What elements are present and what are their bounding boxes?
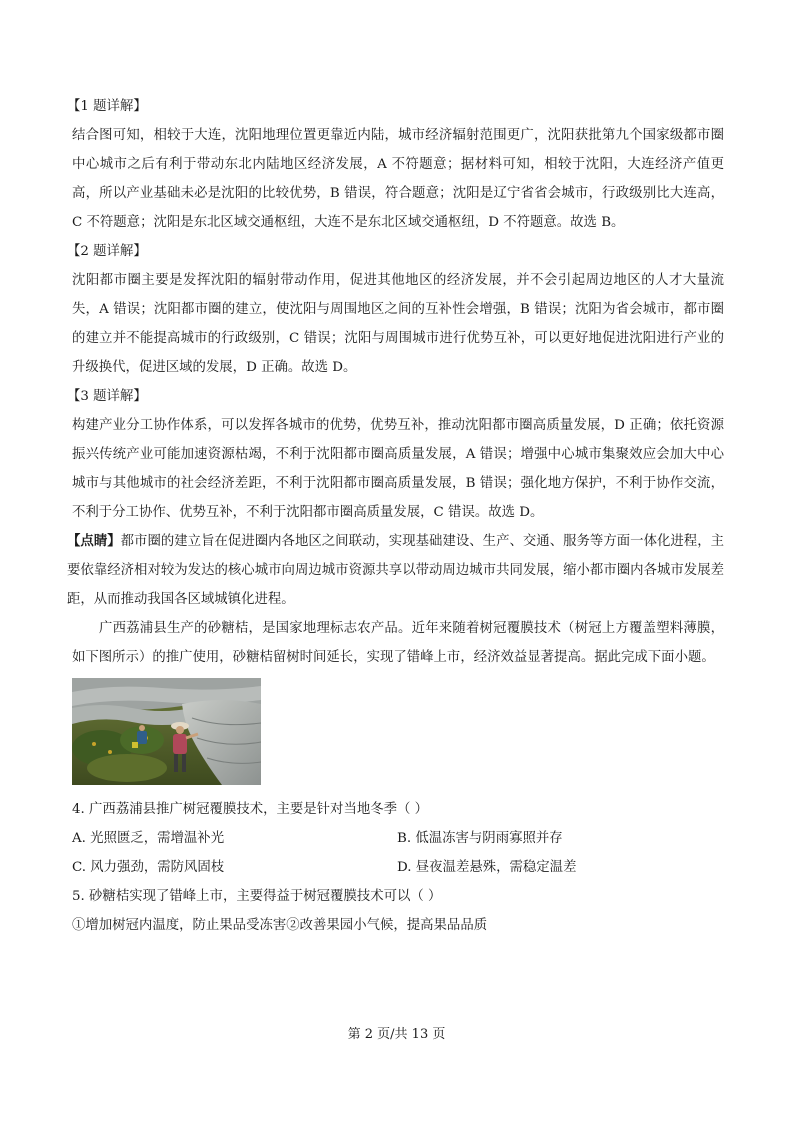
material-intro: 广西荔浦县生产的砂糖桔，是国家地理标志农产品。近年来随着树冠覆膜技术（树冠上方覆盖塑料薄膜，如下图所示）的推广使用，砂糖桔留树时间延长，实现了错峰上市，经济效益显著提高。据此完成下面小题。: [72, 621, 724, 665]
comment-paragraph: [67, 527, 724, 614]
q5-stem: 5. 砂糖桔实现了错峰上市，主要得益于树冠覆膜技术可以（ ）: [72, 889, 442, 904]
q2-heading: 【2 题详解】: [67, 244, 147, 259]
q2-explanation: 沈阳都市圈主要是发挥沈阳的辐射带动作用，促进其他地区的经济发展，并不会引起周边地区的人才大量流失，A 错误；沈阳都市圈的建立，使沈阳与周围地区之间的互补性会增强，B 错误；沈阳为省会城市，都市圈的建立并不能提高城市的行政级别，C 错误；沈阳与周围城市进行优势互补，可以更好地促进沈阳进行产业的升级换代，促进区域的发展，D 正确。故选 D。: [72, 273, 724, 375]
page-number: 第 2 页/共 13 页: [347, 1027, 446, 1042]
q5-statement-line: ①增加树冠内温度，防止果品受冻害②改善果园小气候，提高果品品质: [72, 918, 488, 933]
orchard-film-cover-photo: [72, 678, 261, 785]
q4-option-b[interactable]: B. 低温冻害与阴雨寡照并存: [397, 831, 563, 846]
q3-explanation: 构建产业分工协作体系，可以发挥各城市的优势，优势互补，推动沈阳都市圈高质量发展，D 正确；依托资源振兴传统产业可能加速资源枯竭，不利于沈阳都市圈高质量发展，A 错误；增强中心城市集聚效应会加大中心城市与其他城市的社会经济差距，不利于沈阳都市圈高质量发展，B 错误；强化地方保护，不利于协作交流，不利于分工协作、优势互补，不利于沈阳都市圈高质量发展，C 错误。故选 D。: [72, 418, 724, 520]
q4-options: [72, 824, 724, 882]
comment-label: 【点睛】: [67, 533, 121, 549]
q4-option-c[interactable]: C. 风力强劲，需防风固枝: [72, 860, 225, 875]
q3-heading: 【3 题详解】: [67, 389, 147, 404]
q4-stem: 4. 广西荔浦县推广树冠覆膜技术，主要是针对当地冬季（ ）: [72, 802, 429, 817]
q1-heading: 【1 题详解】: [67, 99, 147, 114]
page-content: [67, 92, 725, 940]
q4-option-d[interactable]: D. 昼夜温差悬殊，需稳定温差: [397, 860, 577, 875]
q4-option-a[interactable]: A. 光照匮乏，需增温补光: [72, 831, 225, 846]
q1-explanation: 结合图可知，相较于大连，沈阳地理位置更靠近内陆，城市经济辐射范围更广，沈阳获批第九个国家级都市圈中心城市之后有利于带动东北内陆地区经济发展，A 不符题意；据材料可知，相较于沈阳，大连经济产值更高，所以产业基础未必是沈阳的比较优势，B 错误，符合题意；沈阳是辽宁省省会城市，行政级别比大连高，C 不符题意；沈阳是东北区域交通枢纽，大连不是东北区域交通枢纽，D 不符题意。故选 B。: [72, 128, 724, 230]
comment-body: 都市圈的建立旨在促进圈内各地区之间联动，实现基础建设、生产、交通、服务等方面一体化进程，主要依靠经济相对较为发达的核心城市向周边城市资源共享以带动周边城市共同发展，缩小都市圈内各城市发展差距，从而推动我国各区域城镇化进程。: [67, 534, 725, 607]
